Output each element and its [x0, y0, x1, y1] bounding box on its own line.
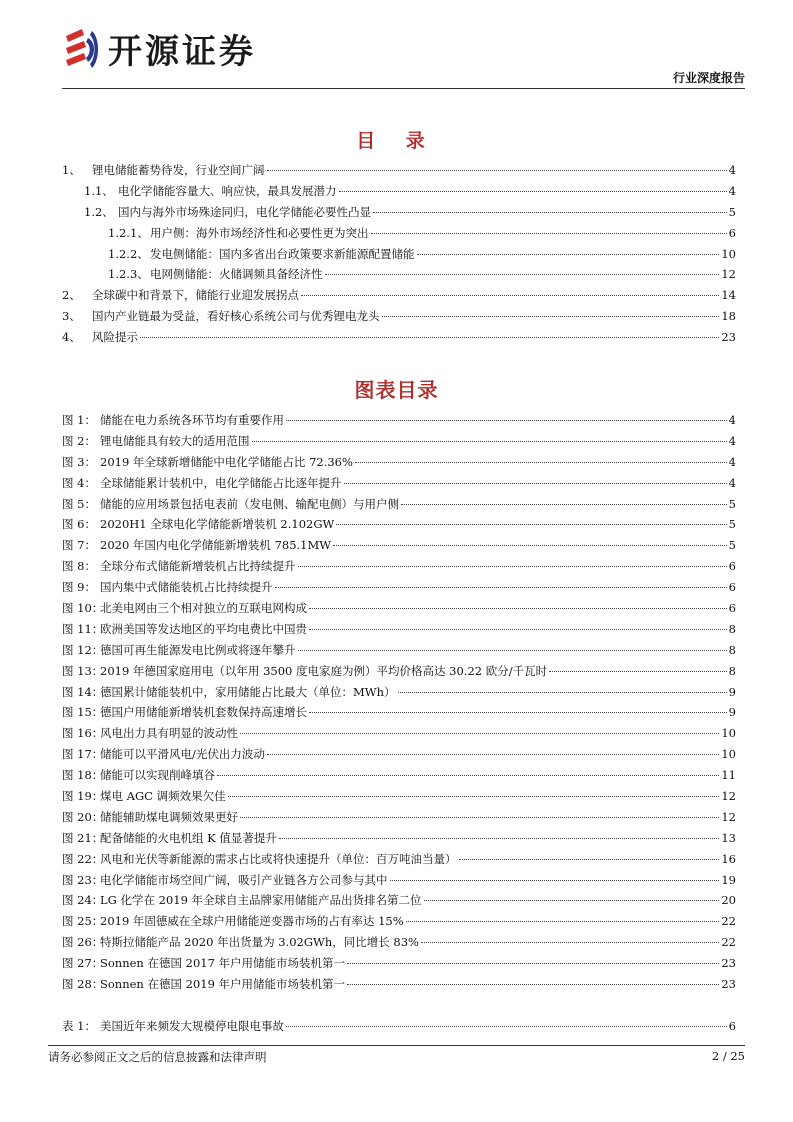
figure-entry-number: 图 20：: [62, 809, 104, 824]
figure-list: [62, 410, 736, 995]
figure-entry-number: 图 15：: [62, 705, 104, 720]
figure-entry-number: 图 16：: [62, 726, 104, 741]
figure-entry-leader-dots: [309, 629, 727, 630]
figure-entry-number: 图 22：: [62, 851, 104, 866]
toc-entry-page: 23: [721, 330, 736, 345]
company-logo-icon: [62, 26, 100, 72]
figure-entry-number: 图 13：: [62, 663, 104, 678]
figure-entry-leader-dots: [309, 608, 727, 609]
figure-entry-leader-dots: [217, 775, 719, 776]
toc-entry[interactable]: [62, 181, 736, 202]
toc-entry-page: 6: [728, 225, 736, 240]
company-logo: [62, 24, 256, 73]
figure-entry-leader-dots: [279, 838, 719, 839]
toc-entry-leader-dots: [140, 337, 719, 338]
figure-entry-number: 图 1：: [62, 413, 96, 427]
figure-entry-leader-dots: [401, 504, 727, 505]
figure-entry-text: 2019 年固德威在全球户用储能逆变器市场的占有率达 15%: [100, 914, 404, 929]
toc-entry-page: 10: [721, 246, 736, 261]
table-entry-number: 表 1：: [62, 1019, 96, 1033]
header-divider: [62, 88, 745, 89]
toc-entry-number: 1.2.3、: [108, 267, 149, 282]
toc-entry-text: 发电侧储能：国内多省出台政策要求新能源配置储能: [150, 246, 415, 261]
toc-entry-leader-dots: [382, 316, 720, 317]
page-header: [0, 0, 793, 90]
figure-entry-number: 图 28：: [62, 977, 104, 992]
figure-entry-leader-dots: [344, 483, 727, 484]
figure-entry[interactable]: [62, 598, 736, 619]
figure-entry[interactable]: [62, 911, 736, 932]
toc-entry[interactable]: [62, 327, 736, 348]
figure-entry-text: LG 化学在 2019 年全球自主品牌家用储能产品出货排名第二位: [100, 893, 422, 908]
figure-entry-text: 锂电储能具有较大的适用范围: [100, 433, 250, 448]
figure-entry-number: 图 19：: [62, 789, 104, 804]
toc-entry-leader-dots: [325, 274, 720, 275]
figure-entry-page: 22: [721, 914, 736, 929]
figure-entry-leader-dots: [398, 692, 727, 693]
figure-entry-text: 德国可再生能源发电比例或将逐年攀升: [100, 642, 296, 657]
figure-entry[interactable]: [62, 431, 736, 452]
figure-entry-leader-dots: [459, 859, 720, 860]
figure-entry-text: 配备储能的火电机组 K 值显著提升: [100, 830, 277, 845]
figure-entry-text: 风电出力具有明显的波动性: [100, 726, 238, 741]
figure-entry-text: 储能的应用场景包括电表前（发电侧、输配电侧）与用户侧: [100, 496, 399, 511]
figure-entry-number: 图 4：: [62, 475, 96, 490]
toc-entry-text: 用户侧：海外市场经济性和必要性更为突出: [150, 225, 369, 240]
figure-entry-text: 全球储能累计装机中，电化学储能占比逐年提升: [100, 475, 342, 490]
figure-entry[interactable]: [62, 807, 736, 828]
figure-entry[interactable]: [62, 661, 736, 682]
figure-entry[interactable]: [62, 953, 736, 974]
toc-entry-number: 1.2.2、: [108, 246, 149, 261]
toc-entry-text: 国内产业链最为受益，看好核心系统公司与优秀锂电龙头: [92, 309, 380, 324]
toc-entry-leader-dots: [373, 212, 727, 213]
figure-entry-leader-dots: [240, 817, 719, 818]
figure-entry-leader-dots: [333, 545, 727, 546]
table-list: [62, 1016, 736, 1037]
figure-entry-text: 国内集中式储能装机占比持续提升: [100, 580, 273, 595]
figure-entry-text: 煤电 AGC 调频效果欠佳: [100, 789, 226, 804]
figure-entry[interactable]: [62, 828, 736, 849]
figure-entry-leader-dots: [286, 420, 727, 421]
figure-entry[interactable]: [62, 410, 736, 431]
figure-entry[interactable]: [62, 452, 736, 473]
figure-entry-leader-dots: [347, 963, 719, 964]
figure-entry[interactable]: [62, 932, 736, 953]
figure-entry-number: 图 5：: [62, 496, 96, 511]
figure-entry-page: 8: [728, 642, 736, 657]
figure-entry-page: 5: [728, 496, 736, 511]
figure-entry-page: 4: [728, 413, 736, 427]
figure-entry-number: 图 23：: [62, 872, 104, 887]
figure-entry-number: 图 3：: [62, 454, 96, 469]
figure-entry-page: 22: [721, 935, 736, 950]
report-type-label: 行业深度报告: [672, 71, 745, 85]
figure-entry-number: 图 24：: [62, 893, 104, 908]
figure-entry-page: 19: [721, 872, 736, 887]
figure-entry-leader-dots: [424, 900, 720, 901]
figure-entry-number: 图 21：: [62, 830, 104, 845]
figure-entry-page: 11: [721, 768, 736, 783]
toc-entry-text: 全球碳中和背景下，储能行业迎发展拐点: [92, 288, 299, 303]
toc-entry[interactable]: [62, 223, 736, 244]
toc-entry[interactable]: [62, 160, 736, 181]
figure-entry-leader-dots: [347, 984, 719, 985]
figure-entry-text: 2020H1 全球电化学储能新增装机 2.102GW: [100, 517, 335, 532]
figure-entry-text: 欧洲美国等发达地区的平均电费比中国贵: [100, 621, 307, 636]
figure-entry-leader-dots: [228, 796, 720, 797]
figure-entry-text: 德国累计储能装机中，家用储能占比最大（单位：MWh）: [100, 684, 396, 699]
figure-entry[interactable]: [62, 765, 736, 786]
figure-entry[interactable]: [62, 890, 736, 911]
toc-entry-number: 1、: [62, 163, 81, 177]
figure-entry-number: 图 18：: [62, 768, 104, 783]
toc-entry-page: 4: [728, 163, 736, 177]
figure-entry[interactable]: [62, 535, 736, 556]
figure-entry-page: 23: [721, 956, 736, 971]
figure-entry-page: 6: [728, 601, 736, 616]
figure-entry-page: 5: [728, 538, 736, 553]
figure-entry[interactable]: [62, 974, 736, 995]
figure-entry-page: 23: [721, 977, 736, 992]
figure-entry-text: 2019 年全球新增储能中电化学储能占比 72.36%: [100, 454, 353, 469]
figure-entry-leader-dots: [240, 733, 719, 734]
footer-divider: [48, 1045, 745, 1046]
toc-entry[interactable]: [62, 285, 736, 306]
figure-entry-number: 图 17：: [62, 747, 104, 762]
footer-disclaimer: 请务必参阅正文之后的信息披露和法律声明: [48, 1050, 267, 1064]
figure-entry-number: 图 8：: [62, 559, 96, 574]
figure-entry[interactable]: [62, 640, 736, 661]
figure-entry-page: 6: [728, 559, 736, 574]
toc-entry[interactable]: [62, 244, 736, 265]
figure-entry-page: 9: [728, 705, 736, 720]
figure-entry[interactable]: [62, 786, 736, 807]
figure-entry-page: 4: [728, 475, 736, 490]
figure-entry-page: 10: [721, 726, 736, 741]
figure-entry-leader-dots: [298, 650, 727, 651]
toc-entry[interactable]: [62, 264, 736, 285]
figure-entry-number: 图 14：: [62, 684, 104, 699]
figure-entry-leader-dots: [275, 587, 727, 588]
figure-entry-number: 图 6：: [62, 517, 96, 532]
figure-entry-text: Sonnen 在德国 2019 年户用储能市场装机第一: [100, 977, 346, 992]
figure-entry-number: 图 27：: [62, 956, 104, 971]
figure-entry[interactable]: [62, 682, 736, 703]
toc-entry-page: 14: [721, 288, 736, 303]
figure-entry-leader-dots: [336, 524, 726, 525]
figure-entry-page: 12: [721, 789, 736, 804]
toc-entry-text: 电化学储能容量大、响应快，最具发展潜力: [118, 183, 337, 198]
figure-entry-number: 图 25：: [62, 914, 104, 929]
figure-entry[interactable]: [62, 619, 736, 640]
figure-entry-text: 储能可以实现削峰填谷: [100, 768, 215, 783]
figure-entry-text: 风电和光伏等新能源的需求占比或将快速提升（单位：百万吨油当量）: [100, 851, 457, 866]
toc-entry-page: 4: [728, 183, 736, 198]
figure-entry-page: 20: [721, 893, 736, 908]
figure-entry-number: 图 9：: [62, 580, 96, 595]
toc-entry-page: 12: [721, 267, 736, 282]
figure-entry-page: 12: [721, 809, 736, 824]
figure-entry-leader-dots: [549, 671, 727, 672]
figure-entry-leader-dots: [309, 712, 727, 713]
figure-entry-page: 5: [728, 517, 736, 532]
figure-entry-leader-dots: [298, 566, 727, 567]
figure-entry-text: 储能辅助煤电调频效果更好: [100, 809, 238, 824]
figure-entry-page: 10: [721, 747, 736, 762]
figure-entry[interactable]: [62, 556, 736, 577]
page-number: 2 / 25: [711, 1049, 745, 1063]
toc-entry-leader-dots: [339, 191, 727, 192]
toc-entry-number: 3、: [62, 309, 81, 324]
toc-entry-number: 1.1、: [84, 183, 114, 198]
toc-entry-number: 4、: [62, 330, 81, 345]
toc-entry-leader-dots: [301, 295, 719, 296]
figure-entry-text: 储能在电力系统各环节均有重要作用: [100, 413, 284, 427]
figure-entry[interactable]: [62, 702, 736, 723]
table-entry-page: 6: [728, 1019, 736, 1033]
toc-entry-leader-dots: [267, 170, 727, 171]
figure-entry-page: 4: [728, 454, 736, 469]
figure-entry-text: 特斯拉储能产品 2020 年出货量为 3.02GWh，同比增长 83%: [100, 935, 419, 950]
table-entry-text: 美国近年来频发大规模停电限电事故: [100, 1019, 284, 1033]
toc-entry-number: 2、: [62, 288, 81, 303]
toc-entry-page: 5: [728, 204, 736, 219]
figure-entry[interactable]: [62, 514, 736, 535]
toc-entry-leader-dots: [417, 254, 720, 255]
company-name: 开源证券: [108, 32, 256, 72]
table-entry[interactable]: [62, 1016, 736, 1037]
figure-entry-leader-dots: [252, 441, 727, 442]
figure-entry-page: 4: [728, 433, 736, 448]
figure-entry-leader-dots: [355, 462, 727, 463]
table-entry-leader-dots: [286, 1026, 727, 1027]
figure-entry-number: 图 11：: [62, 621, 104, 636]
figure-entry-page: 6: [728, 580, 736, 595]
toc-entry-text: 锂电储能蓄势待发，行业空间广阔: [92, 163, 265, 177]
figure-entry-page: 8: [728, 621, 736, 636]
figure-entry[interactable]: [62, 744, 736, 765]
toc-entry-leader-dots: [371, 233, 727, 234]
toc-entry-text: 电网侧储能：火储调频具备经济性: [150, 267, 323, 282]
figure-entry-text: 储能可以平滑风电/光伏出力波动: [100, 747, 265, 762]
figure-entry-text: 电化学储能市场空间广阔，吸引产业链各方公司参与其中: [100, 872, 388, 887]
figure-entry-text: 全球分布式储能新增装机占比持续提升: [100, 559, 296, 574]
toc-list: [62, 160, 736, 348]
figure-entry-number: 图 2：: [62, 433, 96, 448]
figure-entry-leader-dots: [390, 880, 720, 881]
figure-entry[interactable]: [62, 870, 736, 891]
figure-entry-text: 北美电网由三个相对独立的互联电网构成: [100, 601, 307, 616]
toc-entry-text: 风险提示: [92, 330, 138, 345]
toc-title: 目 录: [356, 130, 437, 152]
figure-entry-text: Sonnen 在德国 2017 年户用储能市场装机第一: [100, 956, 346, 971]
figure-entry-page: 8: [728, 663, 736, 678]
figure-entry-number: 图 7：: [62, 538, 96, 553]
figure-entry-leader-dots: [406, 921, 720, 922]
figure-entry-number: 图 26：: [62, 935, 104, 950]
figure-list-title: 图表目录: [354, 378, 439, 402]
figure-entry[interactable]: [62, 473, 736, 494]
figure-entry-text: 2019 年德国家庭用电（以年用 3500 度电家庭为例）平均价格高达 30.22 欧分/千瓦时: [100, 663, 548, 678]
figure-entry[interactable]: [62, 849, 736, 870]
figure-entry-text: 德国户用储能新增装机套数保持高速增长: [100, 705, 307, 720]
figure-entry-page: 13: [721, 830, 736, 845]
figure-entry-leader-dots: [421, 942, 719, 943]
figure-entry-number: 图 12：: [62, 642, 104, 657]
figure-entry-text: 2020 年国内电化学储能新增装机 785.1MW: [100, 538, 332, 553]
toc-entry-number: 1.2.1、: [108, 225, 149, 240]
toc-entry[interactable]: [62, 202, 736, 223]
figure-entry-leader-dots: [267, 754, 719, 755]
toc-entry-number: 1.2、: [84, 204, 114, 219]
toc-entry-page: 18: [721, 309, 736, 324]
figure-entry-page: 9: [728, 684, 736, 699]
figure-entry[interactable]: [62, 494, 736, 515]
figure-entry-number: 图 10：: [62, 601, 104, 616]
figure-entry-page: 16: [721, 851, 736, 866]
figure-entry[interactable]: [62, 723, 736, 744]
figure-entry[interactable]: [62, 577, 736, 598]
toc-entry[interactable]: [62, 306, 736, 327]
toc-entry-text: 国内与海外市场殊途同归，电化学储能必要性凸显: [118, 204, 371, 219]
